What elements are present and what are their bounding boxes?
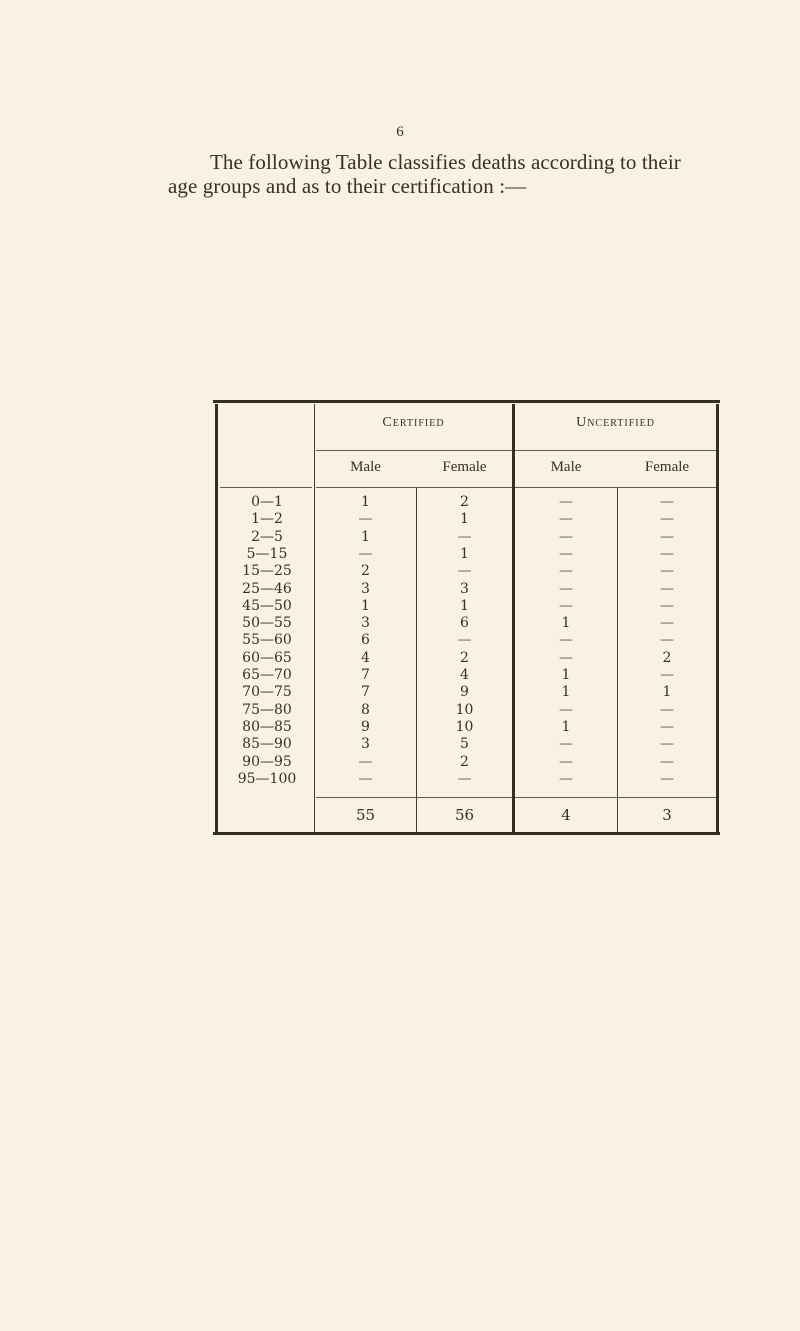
total-uncertified-female: 3: [662, 806, 672, 824]
age-group-cell: 45—50: [242, 597, 292, 614]
certified-female-cell: 10: [455, 718, 474, 735]
certified-female-cell: 3: [460, 580, 469, 597]
uncertified-male-cell: —: [559, 701, 573, 718]
uncertified-total-rule: [515, 797, 716, 798]
age-group-cell: 0—1: [251, 494, 283, 510]
header-uncertified: Uncertified: [576, 415, 655, 430]
certified-female-cell: 2: [460, 649, 469, 666]
certified-male-cell: 7: [361, 667, 370, 683]
certified-female-cell: 5: [460, 736, 469, 753]
page-number: 6: [396, 124, 404, 140]
certified-male-cell: 7: [361, 684, 370, 701]
uncertified-male-cell: 1: [561, 667, 571, 683]
certified-female-cell: 1: [460, 545, 469, 562]
certified-female-cell: 2: [460, 494, 469, 510]
table-left-border: [215, 404, 218, 833]
certified-male-cell: 6: [361, 632, 370, 649]
certified-male-cell: —: [358, 511, 373, 528]
uncertified-female-cell: —: [660, 753, 674, 770]
certified-female-cell: 6: [460, 615, 469, 632]
uncertified-male-cell: 1: [561, 684, 571, 701]
header-uncertified-male: Male: [550, 459, 582, 475]
certified-total-rule: [316, 797, 512, 798]
uncertified-female-cell: —: [660, 563, 674, 580]
uncertified-male-cell: —: [559, 736, 573, 753]
certified-male-cell: 4: [361, 649, 370, 666]
header-certified: Certified: [382, 415, 445, 430]
table-top-rule: [213, 400, 720, 403]
uncertified-female-cell: —: [660, 528, 674, 545]
uncertified-male-cell: 1: [561, 615, 571, 632]
age-group-cell: 50—55: [242, 615, 292, 632]
uncertified-female-cell: —: [660, 511, 674, 528]
header-uncertified-female: Female: [644, 459, 690, 475]
uncertified-female-cell: —: [660, 615, 674, 632]
age-group-cell: 5—15: [246, 545, 288, 562]
uncertified-male-cell: 1: [561, 718, 571, 735]
certified-male-cell: 1: [361, 494, 370, 510]
uncertified-body-rule: [515, 487, 716, 488]
certified-male-cell: 9: [361, 718, 370, 735]
certified-female-cell: 9: [460, 684, 469, 701]
uncertified-female-cell: —: [660, 718, 674, 735]
age-group-cell: 25—46: [242, 580, 292, 597]
age-group-cell: 75—80: [242, 701, 292, 718]
uncertified-female-cell: —: [660, 494, 674, 510]
uncertified-male-cell: —: [559, 511, 573, 528]
age-group-cell: 65—70: [242, 667, 292, 683]
uncertified-female-cell: —: [660, 580, 674, 597]
intro-line-2: age groups and as to their certification :—: [168, 174, 527, 198]
intro-line-1: The following Table classifies deaths according to their: [210, 150, 681, 174]
header-certified-male: Male: [350, 459, 381, 475]
uncertified-male-cell: —: [559, 563, 573, 580]
uncertified-female-cell: 2: [662, 649, 672, 666]
uncertified-male-cell: —: [559, 597, 573, 614]
uncertified-male-cell: —: [559, 770, 573, 787]
certified-male-cell: 2: [361, 563, 370, 580]
uncertified-subheader-rule: [515, 450, 716, 451]
certified-female-cell: 4: [460, 667, 469, 683]
certified-male-cell: 1: [361, 528, 370, 545]
age-group-cell: 55—60: [242, 632, 292, 649]
uncertified-female-cell: —: [660, 632, 674, 649]
uncertified-male-cell: —: [559, 580, 573, 597]
certified-body-rule: [316, 487, 512, 488]
certified-male-cell: —: [358, 770, 373, 787]
uncertified-male-cell: —: [559, 753, 573, 770]
table-right-border: [716, 404, 719, 833]
certified-male-cell: 1: [361, 597, 370, 614]
age-group-cell: 2—5: [251, 528, 283, 545]
uncertified-female-cell: —: [660, 597, 674, 614]
certified-female-cell: —: [457, 528, 472, 545]
age-group-cell: 1—2: [251, 511, 283, 528]
certified-female-cell: 1: [460, 597, 469, 614]
age-header-rule: [220, 487, 312, 488]
certified-female-cell: 10: [455, 701, 474, 718]
certified-female-cell: —: [457, 770, 472, 787]
age-group-cell: 60—65: [242, 649, 292, 666]
uncertified-female-cell: —: [660, 701, 674, 718]
age-group-cell: 70—75: [242, 684, 292, 701]
total-certified-male: 55: [355, 806, 376, 824]
certified-female-cell: —: [457, 632, 472, 649]
uncertified-female-cell: —: [660, 770, 674, 787]
certified-female-cell: 2: [460, 753, 469, 770]
uncertified-female-cell: —: [660, 545, 674, 562]
uncertified-male-cell: —: [559, 632, 573, 649]
uncertified-male-cell: —: [559, 649, 573, 666]
certified-female-cell: 1: [460, 511, 469, 528]
uncertified-female-cell: —: [660, 736, 674, 753]
age-group-cell: 85—90: [242, 736, 292, 753]
uncertified-male-cell: —: [559, 528, 573, 545]
certified-male-cell: —: [358, 753, 373, 770]
header-certified-female: Female: [442, 459, 487, 475]
age-group-cell: 15—25: [242, 563, 292, 580]
uncertified-male-cell: —: [559, 545, 573, 562]
certified-male-cell: 3: [361, 736, 370, 753]
age-group-cell: 90—95: [242, 753, 292, 770]
uncertified-female-cell: 1: [662, 684, 672, 701]
table-bottom-rule: [213, 832, 720, 835]
total-certified-female: 56: [454, 806, 475, 824]
certified-female-cell: —: [457, 563, 472, 580]
certified-male-cell: 3: [361, 580, 370, 597]
certified-male-cell: —: [358, 545, 373, 562]
certified-male-cell: 3: [361, 615, 370, 632]
total-uncertified-male: 4: [561, 806, 571, 824]
certified-male-cell: 8: [361, 701, 370, 718]
uncertified-male-cell: —: [559, 494, 573, 510]
age-group-cell: 80—85: [242, 718, 292, 735]
uncertified-female-cell: —: [660, 667, 674, 683]
intro-paragraph: [168, 150, 788, 198]
certified-subheader-rule: [316, 450, 512, 451]
age-group-cell: 95—100: [237, 770, 297, 787]
